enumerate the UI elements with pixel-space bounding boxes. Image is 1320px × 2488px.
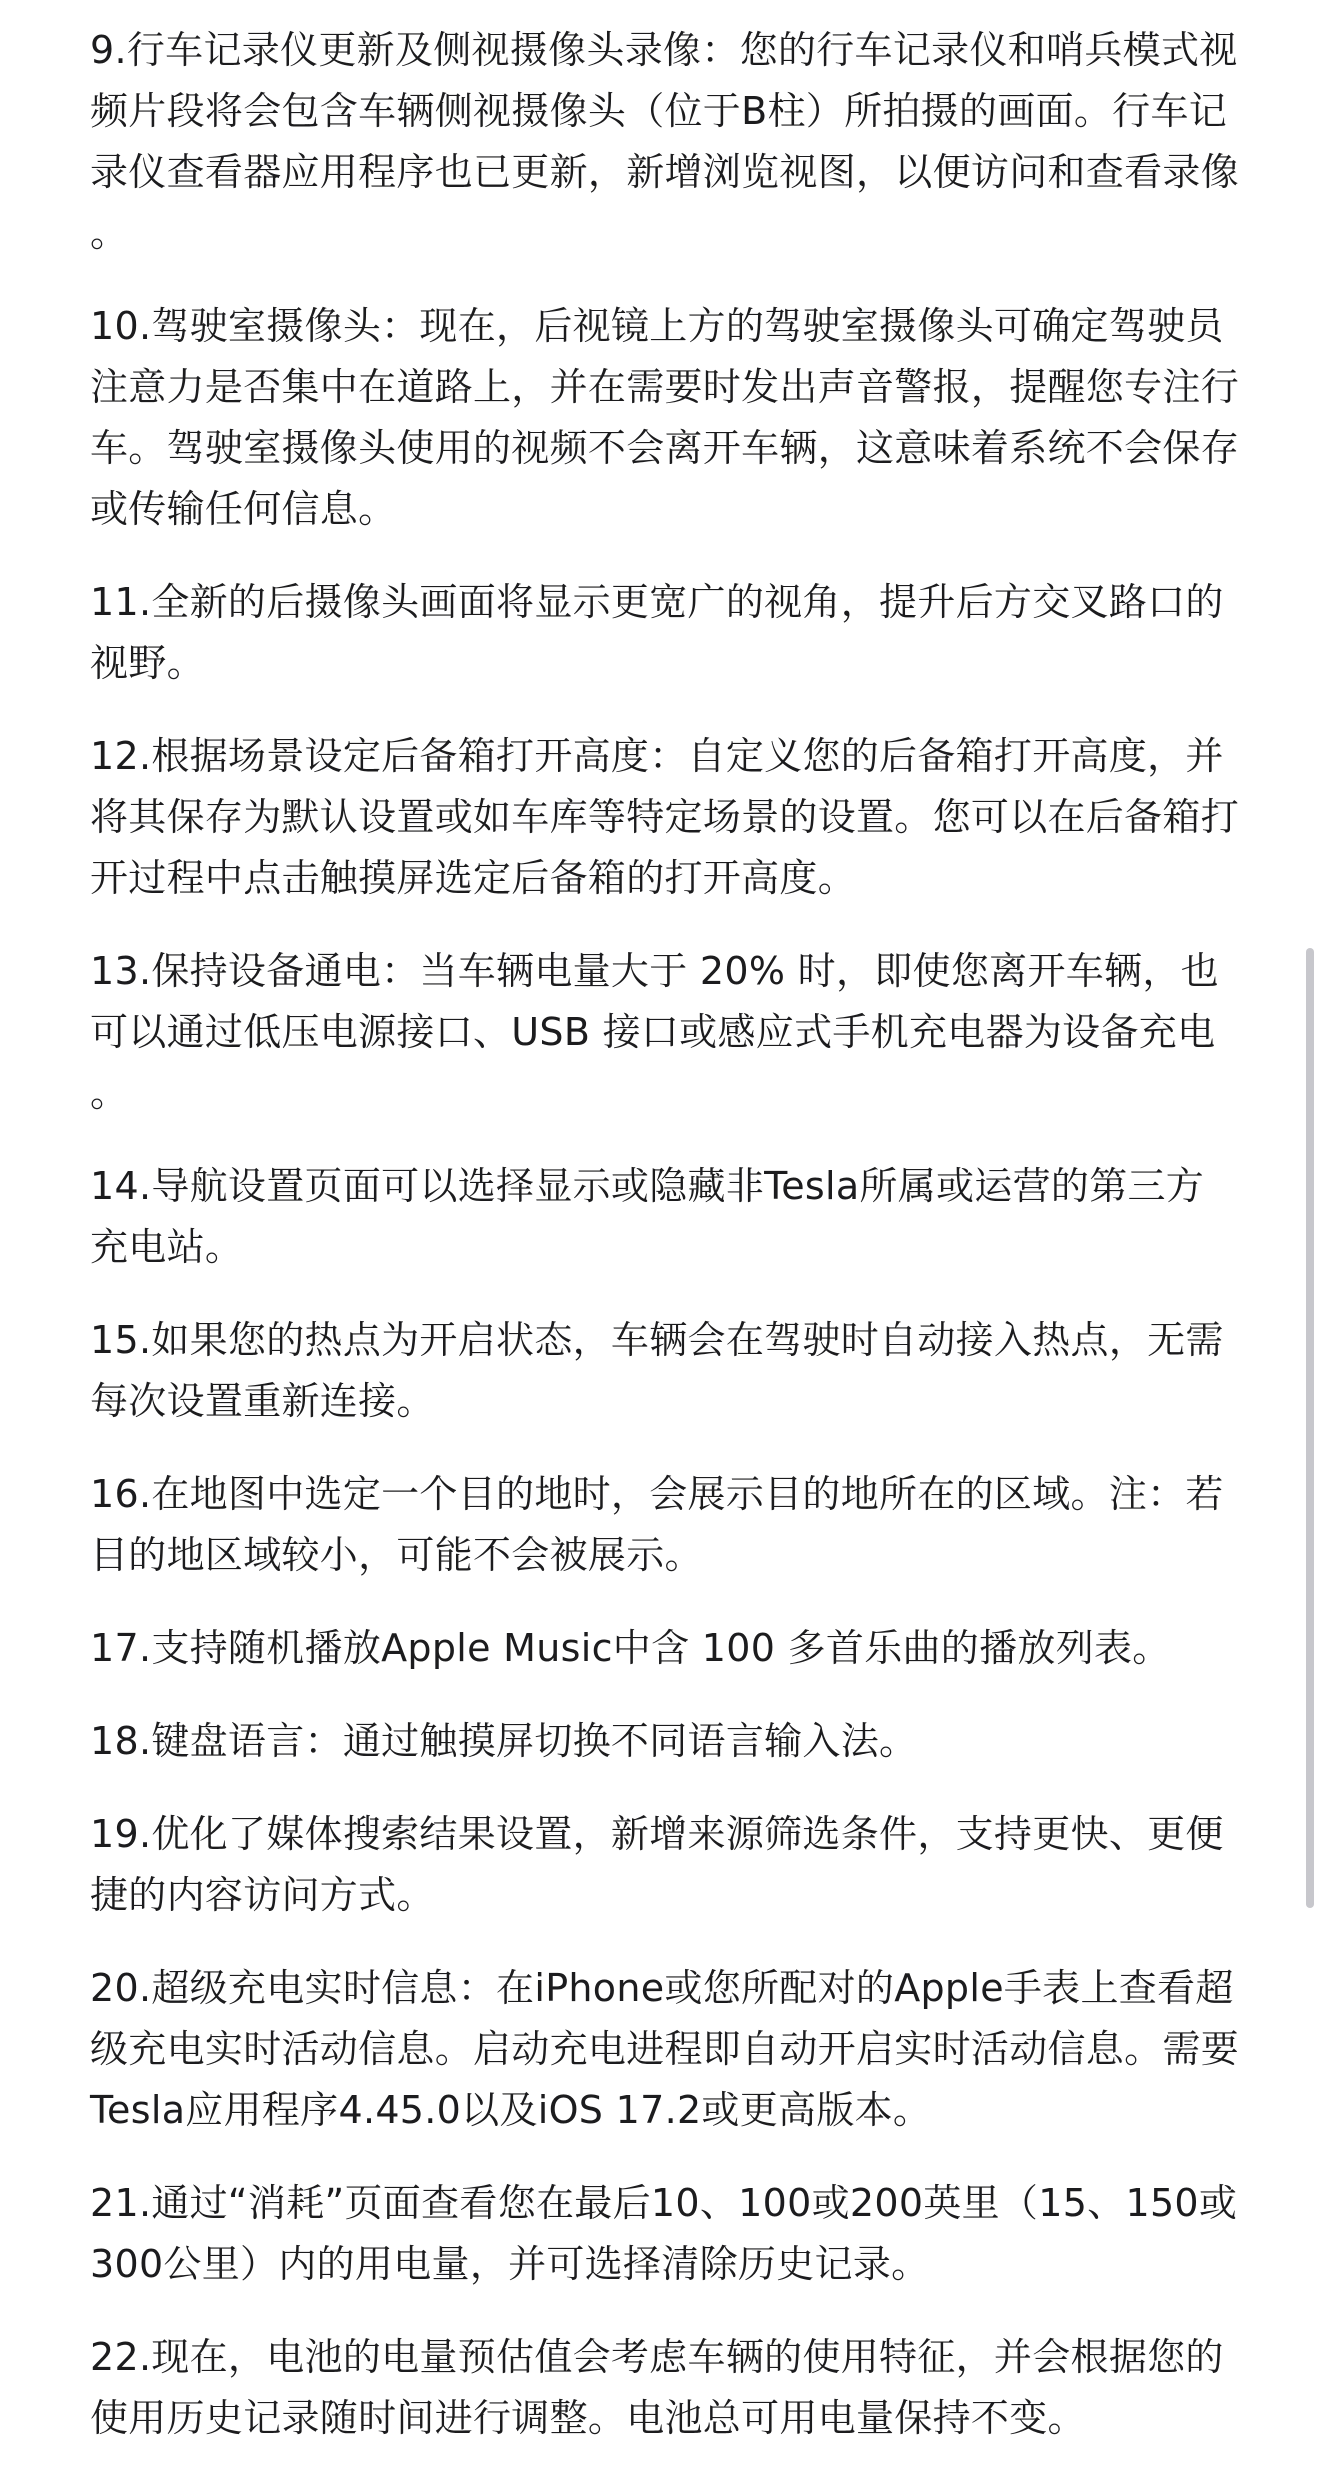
- note-paragraph: 22.现在，电池的电量预估值会考虑车辆的使用特征，并会根据您的使用历史记录随时间进行调整。电池总可用电量保持不变。: [90, 2335, 1224, 2440]
- note-paragraph: 19.优化了媒体搜索结果设置，新增来源筛选条件，支持更快、更便捷的内容访问方式。: [90, 1812, 1224, 1917]
- note-paragraph: 9.行车记录仪更新及侧视摄像头录像：您的行车记录仪和哨兵模式视频片段将会包含车辆侧视摄像头（位于B柱）所拍摄的画面。行车记录仪查看器应用程序也已更新，新增浏览视图，以便访问和查看录像。: [90, 28, 1240, 255]
- note-paragraph: 20.超级充电实时信息：在iPhone或您所配对的Apple手表上查看超级充电实时活动信息。启动充电进程即自动开启实时活动信息。需要Tesla应用程序4.45.0以及iOS 17.2或更高版本。: [90, 1966, 1240, 2132]
- note-paragraph: 14.导航设置页面可以选择显示或隐藏非Tesla所属或运营的第三方充电站。: [90, 1164, 1205, 1269]
- note-paragraph: 21.通过“消耗”页面查看您在最后10、100或200英里（15、150或300公里）内的用电量，并可选择清除历史记录。: [90, 2181, 1238, 2286]
- note-paragraph: 13.保持设备通电：当车辆电量大于 20% 时，即使您离开车辆，也可以通过低压电源接口、USB 接口或感应式手机充电器为设备充电。: [90, 949, 1219, 1115]
- release-notes: [90, 20, 1240, 2481]
- note-paragraph: 10.驾驶室摄像头：现在，后视镜上方的驾驶室摄像头可确定驾驶员注意力是否集中在道路上，并在需要时发出声音警报，提醒您专注行车。驾驶室摄像头使用的视频不会离开车辆，这意味着系统不会保存或传输任何信息。: [90, 304, 1240, 531]
- vertical-scrollbar[interactable]: [1306, 948, 1314, 1908]
- note-paragraph: 16.在地图中选定一个目的地时，会展示目的地所在的区域。注：若目的地区域较小，可能不会被展示。: [90, 1472, 1224, 1577]
- note-paragraph: 17.支持随机播放Apple Music中含 100 多首乐曲的播放列表。: [90, 1626, 1171, 1670]
- note-paragraph: 11.全新的后摄像头画面将显示更宽广的视角，提升后方交叉路口的视野。: [90, 580, 1224, 685]
- note-paragraph: 18.键盘语言：通过触摸屏切换不同语言输入法。: [90, 1719, 918, 1763]
- note-paragraph: 12.根据场景设定后备箱打开高度：自定义您的后备箱打开高度，并将其保存为默认设置或如车库等特定场景的设置。您可以在后备箱打开过程中点击触摸屏选定后备箱的打开高度。: [90, 734, 1240, 900]
- note-paragraph: 15.如果您的热点为开启状态，车辆会在驾驶时自动接入热点，无需每次设置重新连接。: [90, 1318, 1224, 1423]
